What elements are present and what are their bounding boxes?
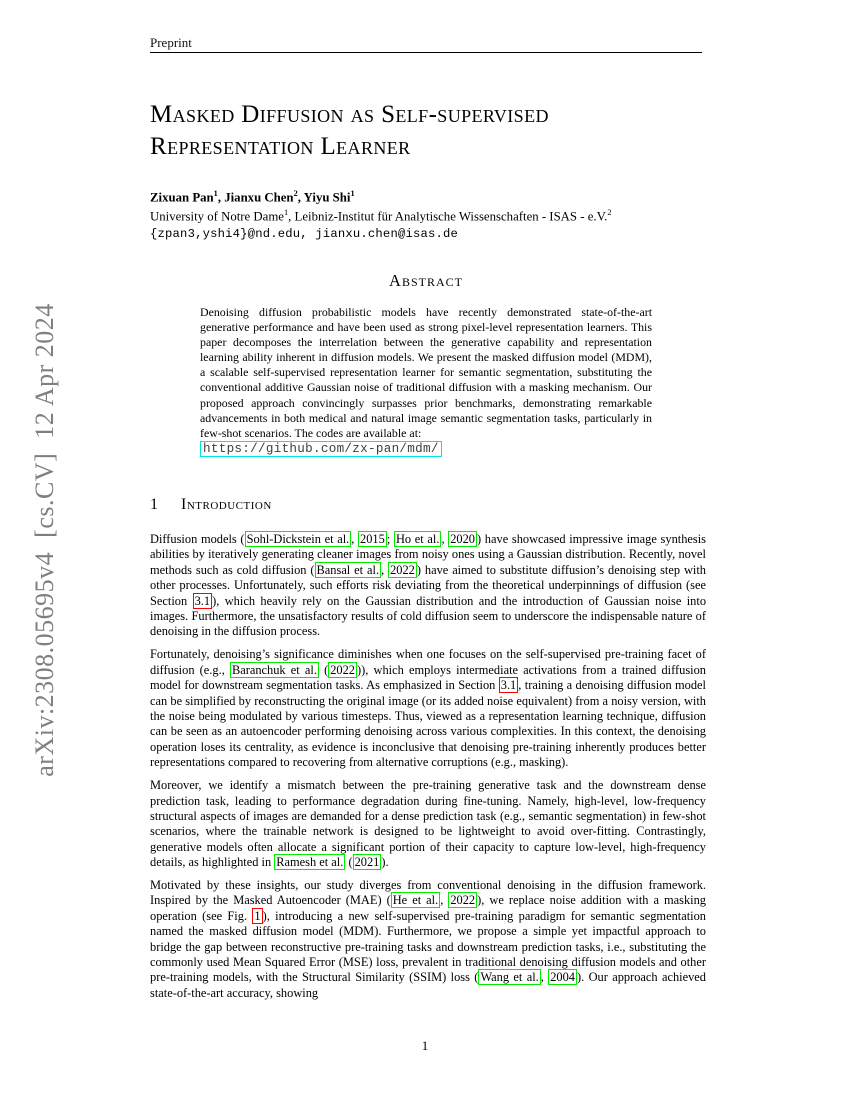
abstract-body bbox=[200, 305, 652, 457]
title-line-2: Representation Learner bbox=[150, 133, 411, 160]
url-link[interactable]: https://github.com/zx-pan/mdm/ bbox=[200, 441, 442, 457]
paragraph-3 bbox=[150, 778, 706, 870]
authors-block bbox=[150, 186, 612, 242]
superscript: 2 bbox=[607, 208, 612, 218]
introduction-section bbox=[150, 496, 706, 1009]
text-run: Denoising diffusion probabilistic models have recently demonstrated state-of-the-art generative performance and have been used as strong pixel-level representation learners. This paper decomposes the interrelation between the generative capability and representation learning ability inherent in diffusion models. We present the masked diffusion model (MDM), a scalable self-supervised representation learner for semantic segmentation, substituting the conventional additive Gaussian noise of traditional diffusion with a masking mechanism. Our proposed approach convincingly surpasses prior benchmarks, demonstrating remarkable advancements in both medical and natural image semantic segmentation tasks, particularly in few-shot scenarios. The codes are available at: bbox=[200, 305, 652, 440]
section-ref-link[interactable]: 1 bbox=[254, 908, 261, 923]
section-heading bbox=[150, 496, 706, 514]
citation-link[interactable]: 2022 bbox=[390, 562, 415, 577]
arxiv-watermark: arXiv:2308.05695v4 [cs.CV] 12 Apr 2024 bbox=[30, 303, 59, 777]
author-names bbox=[150, 186, 612, 205]
paragraph-2 bbox=[150, 647, 706, 770]
citation-link[interactable]: Ho et al. bbox=[395, 532, 440, 546]
text-run: , bbox=[440, 893, 449, 908]
section-ref-link[interactable]: 3.1 bbox=[500, 678, 517, 693]
text-run: ( bbox=[345, 855, 353, 870]
text-run: , Jianxu Chen bbox=[217, 190, 294, 205]
citation-link[interactable]: 2022 bbox=[330, 662, 355, 677]
header-rule bbox=[150, 52, 702, 53]
text-run: ( bbox=[318, 662, 329, 677]
text-run: Zixuan Pan bbox=[150, 190, 214, 205]
citation-link[interactable]: 2015 bbox=[360, 532, 385, 546]
text-run: , Yiyu Shi bbox=[297, 190, 351, 205]
text-run: Motivated by these insights, our study diverges from conventional denoising in the diffusion framework. Inspired by the Masked Autoencoder (MAE) ( bbox=[150, 878, 706, 908]
text-run: ), introducing a new self-supervised pre-training paradigm for semantic segmentation named the masked diffusion model (MDM). Furthermore, we propose a simple yet impactful approach to bridge the gap between reconstructive pre-training tasks and downstream prediction tasks, i.e., substituting the commonly used Mean Squared Error (MSE) loss, prevalent in traditional denoising diffusion models and other pre-training models, with the Structural Similarity (SSIM) loss ( bbox=[150, 908, 706, 985]
citation-link[interactable]: 2021 bbox=[354, 855, 380, 870]
text-run: , Leibniz-Institut für Analytische Wissenschaften - ISAS - e.V. bbox=[288, 209, 608, 224]
citation-link[interactable]: Ramesh et al. bbox=[276, 855, 344, 870]
text-run: University of Notre Dame bbox=[150, 209, 284, 224]
text-run: , bbox=[381, 562, 389, 577]
preprint-label: Preprint bbox=[150, 35, 192, 50]
text-run: ) have showcased impressive image synthesis abilities by iteratively generating cleaner images from noisy ones using a Gaussian distribution. Recently, novel methods such as cold diffusion ( bbox=[150, 532, 706, 577]
abstract-heading: Abstract bbox=[389, 271, 463, 290]
superscript: 1 bbox=[213, 189, 218, 198]
text-run: Diffusion models ( bbox=[150, 532, 245, 546]
superscript: 1 bbox=[283, 208, 289, 218]
page-number: 1 bbox=[421, 1038, 429, 1053]
citation-link[interactable]: 2020 bbox=[450, 532, 475, 546]
text-run: ). bbox=[381, 855, 389, 870]
superscript: 2 bbox=[293, 189, 298, 198]
citation-link[interactable]: 2022 bbox=[450, 893, 476, 908]
abstract-section bbox=[150, 271, 702, 457]
citation-link[interactable]: Baranchuk et al. bbox=[231, 662, 317, 677]
section-number: 1 bbox=[150, 496, 159, 513]
text-run: , bbox=[351, 532, 359, 546]
citation-link[interactable]: Wang et al. bbox=[480, 970, 539, 985]
title-line-1: Masked Diffusion as Self-supervised bbox=[150, 101, 549, 128]
superscript: 1 bbox=[350, 189, 355, 198]
paragraph-1 bbox=[150, 532, 706, 640]
text-run: ), which heavily rely on the Gaussian distribution and the introduction of Gaussian noise into images. Furthermore, the unsatisfactory results of cold diffusion seem to underscore the indispensable nature of denoising in the diffusion process. bbox=[150, 593, 707, 639]
citation-link[interactable]: Bansal et al. bbox=[316, 562, 380, 577]
citation-link[interactable]: He et al. bbox=[392, 893, 439, 908]
paper-title bbox=[150, 99, 720, 163]
text-run: )), which employs intermediate activations from a trained diffusion model for downstream segmentation tasks. As emphasized in Section bbox=[150, 662, 706, 693]
section-title: Introduction bbox=[181, 496, 272, 513]
text-run: , training a denoising diffusion model can be simplified by reconstructing the original image (or its added noise equivalent) from a noisy version, with the noise being modulated by various timesteps. Thus, viewed as a representation learning technique, diffusion can be seen as an autoencoder performing denoising across various complexities. In this context, the denoising operation loses its centrality, as evidence is inconclusive that denoising pre-training inherently produces better representations compared to recovering from alternative corruptions (e.g., masking). bbox=[150, 678, 706, 770]
author-emails: {zpan3,yshi4}@nd.edu, jianxu.chen@isas.de bbox=[150, 226, 459, 241]
text-run: ; bbox=[386, 532, 394, 546]
paragraph-4 bbox=[150, 878, 706, 1001]
text-run: Fortunately, denoising’s significance diminishes when one focuses on the self-supervised pre-training facet of diffusion (e.g., bbox=[150, 647, 706, 677]
affiliation-line bbox=[150, 205, 612, 224]
citation-link[interactable]: 2004 bbox=[550, 970, 575, 985]
text-run: Moreover, we identify a mismatch between the pre-training generative task and the downstream dense prediction task, leading to performance degradation during fine-tuning. Namely, high-level, low-frequency structural aspects of images are demanded for a dense prediction task (e.g., semantic segmentation) in few-shot scenarios, where the trainable network is designed to be lightweight to avoid over-fitting. Contrastingly, generative models often allocate a significant portion of their capacity to capture low-level, high-frequency details, as highlighted in bbox=[150, 778, 706, 870]
text-run: ), we replace noise addition with a masking operation (see Fig. bbox=[150, 893, 707, 923]
section-ref-link[interactable]: 3.1 bbox=[194, 593, 211, 608]
text-run: , bbox=[441, 532, 449, 546]
text-run: ). Our approach achieved state-of-the-art accuracy, showing bbox=[150, 970, 706, 1000]
text-run: ) have aimed to substitute diffusion’s denoising step with other processes. Unfortunately, such efforts risk deviating from the theoretical underpinnings of diffusion (see Section bbox=[150, 562, 706, 608]
citation-link[interactable]: Sohl-Dickstein et al. bbox=[246, 532, 350, 546]
text-run: , bbox=[540, 970, 549, 985]
